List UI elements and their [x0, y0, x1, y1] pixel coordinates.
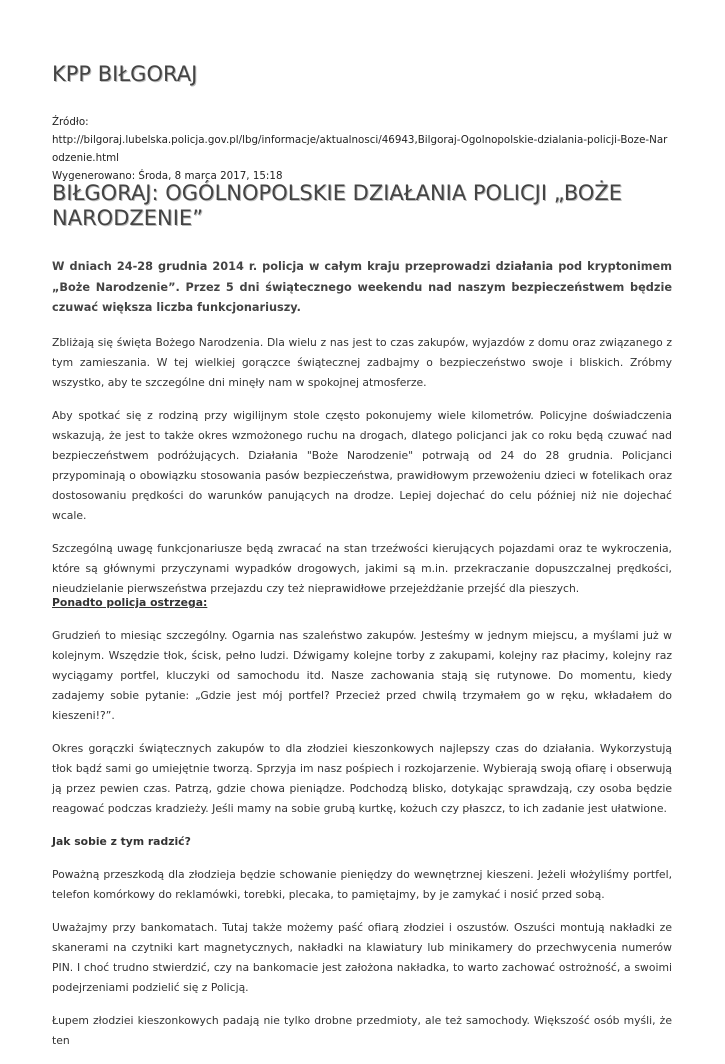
article-body-part-b	[52, 593, 672, 1064]
article-lead: W dniach 24-28 grudnia 2014 r. policja w całym kraju przeprowadzi działania pod kryptonimem „Boże Narodzenie”. Przez 5 dni świątecznego weekendu nad naszym bezpieczeństwem będzie czuwać większa liczba funkcjonariuszy.	[52, 260, 672, 314]
how-to-cope-heading: Jak sobie z tym radzić?	[52, 835, 191, 848]
paragraph: Łupem złodziei kieszonkowych padają nie tylko drobne przedmioty, ale też samochody. Większość osób myśli, że ten	[52, 1014, 672, 1047]
generated-timestamp: Wygenerowano: Środa, 8 marca 2017, 15:18	[52, 170, 283, 182]
paragraph: Uważajmy przy bankomatach. Tutaj także możemy paść ofiarą złodziei i oszustów. Oszuści montują nakładki ze skanerami na czytniki kart magnetycznych, nakładki na klawiatury lub minikamery do przechwycenia numerów PIN. I choć trudno stwierdzić, czy na bankomacie jest założona nakładka, to warto zachować ostrożność, a swoimi podejrzeniami podzielić się z Policją.	[52, 921, 672, 994]
site-title: KPP BIŁGORAJ	[52, 62, 198, 86]
paragraph: Szczególną uwagę funkcjonariusze będą zwracać na stan trzeźwości kierujących pojazdami oraz te wykroczenia, które są głównymi przyczynami wypadków drogowych, jakimi są m.in. przekraczanie dopuszczalnej prędkości, nieudzielanie pierwszeństwa przejazdu czy też nieprawidłowe przejeżdżanie przejść dla pieszych.	[52, 542, 672, 595]
paragraph: Aby spotkać się z rodziną przy wigilijnym stole często pokonujemy wiele kilometrów. Policyjne doświadczenia wskazują, że jest to także okres wzmożonego ruchu na drogach, dlatego policjanci jak co roku będą czuwać nad bezpieczeństwem podróżujących. Działania "Boże Narodzenie" potrwają od 24 do 28 grudnia. Policjanci przypominają o obowiązku stosowania pasów bezpieczeństwa, prawidłowym przewożeniu dzieci w fotelikach oraz dostosowaniu prędkości do warunków panujących na drodze. Lepiej dojechać do celu później niż nie dojechać wcale.	[52, 409, 672, 522]
article-title: BIŁGORAJ: OGÓLNOPOLSKIE DZIAŁANIA POLICJI „BOŻE NARODZENIE”	[52, 181, 623, 230]
article-body-part-a	[52, 333, 672, 612]
source-url: http://bilgoraj.lubelska.policja.gov.pl/lbg/informacje/aktualnosci/46943,Bilgoraj-Ogolnopolskie-dzialania-policji-Boze-Narodzenie.html	[52, 134, 668, 164]
source-label: Źródło:	[52, 116, 89, 128]
paragraph: Grudzień to miesiąc szczególny. Ogarnia nas szaleństwo zakupów. Jesteśmy w jednym miejscu, a myślami już w kolejnym. Wszędzie tłok, ścisk, pełno ludzi. Dźwigamy kolejne torby z zakupami, kolejny raz płacimy, kolejny raz wyciągamy portfel, kluczyki od samochodu itd. Nasze zachowania stają się rutynowe. Do momentu, kiedy zadajemy sobie pytanie: „Gdzie jest mój portfel? Przecież przed chwilą trzymałem go w ręku, wkładałem do kieszeni!?”.	[52, 629, 672, 722]
paragraph: Okres gorączki świątecznych zakupów to dla złodziei kieszonkowych najlepszy czas do działania. Wykorzystują tłok bądź sami go umiejętnie tworzą. Sprzyja im nasz pośpiech i rozkojarzenie. Wybierają swoją ofiarę i obserwują ją przez pewien czas. Patrzą, gdzie chowa pieniądze. Podchodzą blisko, dotykając sprawdzają, czy osoba będzie reagować podczas kradzieży. Jeśli mamy na sobie grubą kurtkę, kożuch czy płaszcz, to ich zadanie jest ułatwione.	[52, 742, 672, 815]
warning-heading: Ponadto policja ostrzega:	[52, 596, 208, 609]
source-block	[52, 113, 672, 185]
paragraph: Poważną przeszkodą dla złodzieja będzie schowanie pieniędzy do wewnętrznej kieszeni. Jeżeli włożyliśmy portfel, telefon komórkowy do reklamówki, torebki, plecaka, to pamiętajmy, by je zamykać i nosić przed sobą.	[52, 868, 672, 901]
paragraph: Zbliżają się święta Bożego Narodzenia. Dla wielu z nas jest to czas zakupów, wyjazdów z domu oraz związanego z tym zamieszania. W tej wielkiej gorączce świątecznej zadbajmy o bezpieczeństwo swoje i bliskich. Zróbmy wszystko, aby te szczególne dni minęły nam w spokojnej atmosferze.	[52, 336, 672, 389]
